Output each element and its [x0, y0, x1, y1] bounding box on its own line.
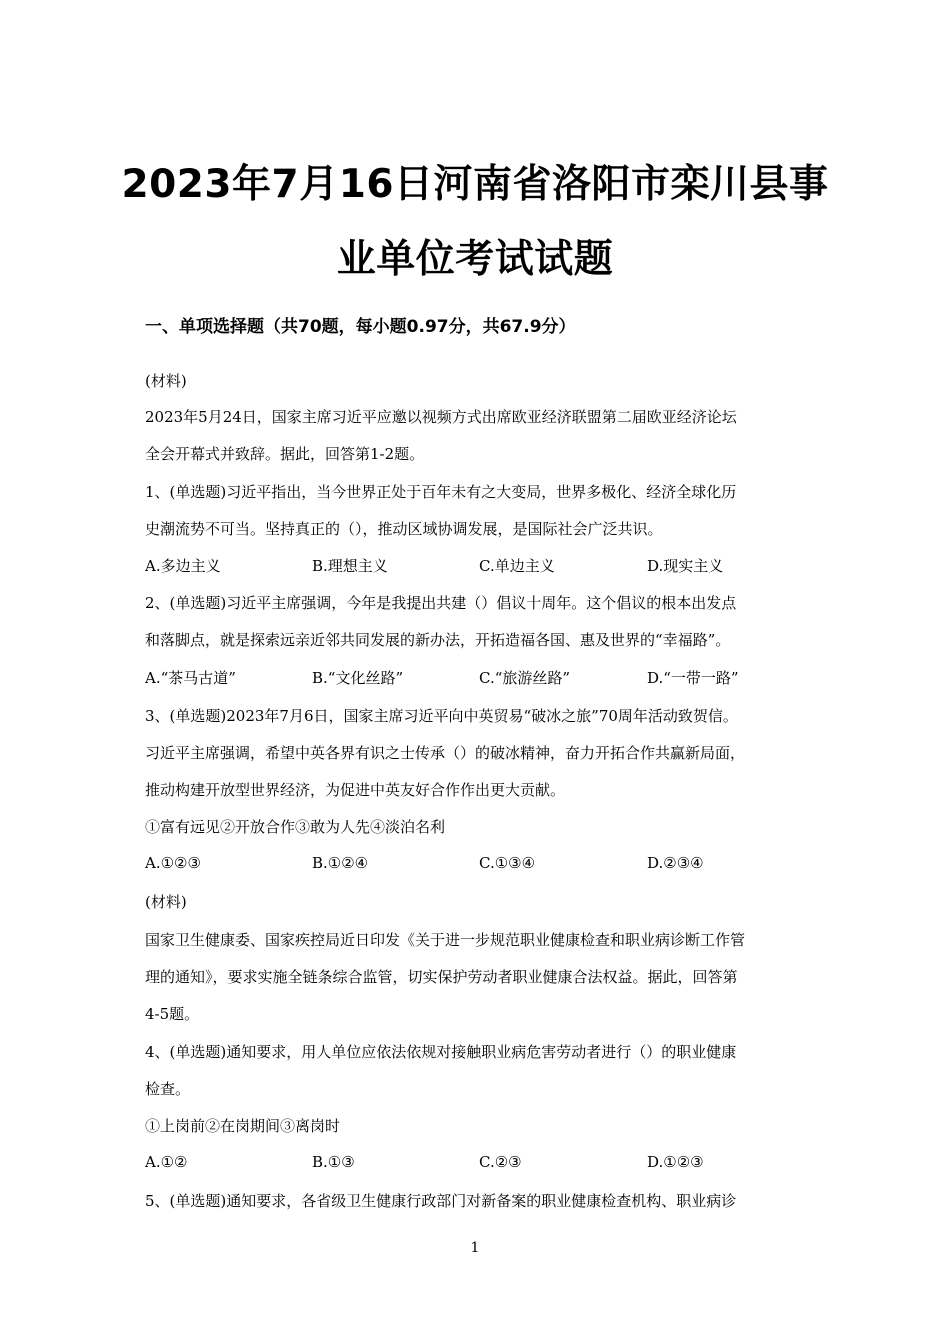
option-a: A.①② [145, 1153, 188, 1171]
section-heading: 一、单项选择题（共70题，每小题0.97分，共67.9分） [145, 317, 576, 337]
question-2-options [145, 667, 845, 687]
question-3-items: ①富有远见②开放合作③敢为人先④淡泊名利 [145, 818, 446, 836]
question-3-text: 推动构建开放型世界经济，为促进中英友好合作作出更大贡献。 [145, 781, 566, 799]
option-d: D.①②③ [647, 1153, 704, 1171]
option-c: C.单边主义 [479, 557, 555, 575]
question-1-options [145, 555, 845, 575]
question-1-text: 史潮流势不可当。坚持真正的（），推动区域协调发展，是国际社会广泛共识。 [145, 520, 663, 538]
option-d: D.“一带一路” [647, 669, 739, 687]
option-a: A.“茶马古道” [145, 669, 236, 687]
question-3-text: 习近平主席强调，希望中英各界有识之士传承（）的破冰精神，奋力开拓合作共赢新局面， [145, 744, 746, 762]
question-4-text: 检查。 [145, 1080, 191, 1098]
question-2-text: 2、(单选题)习近平主席强调，今年是我提出共建（）倡议十周年。这个倡议的根本出发点 [145, 594, 737, 612]
page-number: 1 [470, 1240, 480, 1256]
option-d: D.现实主义 [647, 557, 724, 575]
document-title-line-2: 业单位考试试题 [336, 237, 614, 282]
question-1-text: 1、(单选题)习近平指出，当今世界正处于百年未有之大变局，世界多极化、经济全球化历 [145, 483, 737, 501]
question-2-text: 和落脚点，就是探索远亲近邻共同发展的新办法，开拓造福各国、惠及世界的“幸福路”。 [145, 631, 731, 649]
option-d: D.②③④ [647, 854, 704, 872]
question-4-items: ①上岗前②在岗期间③离岗时 [145, 1117, 341, 1135]
option-a: A.多边主义 [145, 557, 221, 575]
option-a: A.①②③ [145, 854, 201, 872]
option-c: C.②③ [479, 1153, 522, 1171]
material-text: 理的通知》，要求实施全链条综合监管，切实保护劳动者职业健康合法权益。据此，回答第 [145, 968, 738, 986]
option-b: B.理想主义 [312, 557, 388, 575]
material-label: (材料) [145, 893, 187, 911]
material-label: (材料) [145, 372, 187, 390]
question-4-options [145, 1153, 845, 1173]
material-text: 全会开幕式并致辞。据此，回答第1-2题。 [145, 445, 425, 463]
material-text: 4-5题。 [145, 1005, 200, 1023]
option-b: B.①②④ [312, 854, 369, 872]
material-text: 国家卫生健康委、国家疾控局近日印发《关于进一步规范职业健康检查和职业病诊断工作管 [145, 931, 746, 949]
material-text: 2023年5月24日，国家主席习近平应邀以视频方式出席欧亚经济联盟第二届欧亚经济论坛 [145, 408, 737, 426]
question-4-text: 4、(单选题)通知要求，用人单位应依法依规对接触职业病危害劳动者进行（）的职业健康 [145, 1043, 737, 1061]
option-c: C.①③④ [479, 854, 536, 872]
question-3-text: 3、(单选题)2023年7月6日，国家主席习近平向中英贸易“破冰之旅”70周年活动致贺信。 [145, 707, 738, 725]
question-3-options [145, 854, 845, 874]
document-title-line-1: 2023年7月16日河南省洛阳市栾川县事 [121, 162, 829, 207]
option-b: B.“文化丝路” [312, 669, 404, 687]
option-b: B.①③ [312, 1153, 355, 1171]
question-5-text: 5、(单选题)通知要求，各省级卫生健康行政部门对新备案的职业健康检查机构、职业病诊 [145, 1192, 737, 1210]
option-c: C.“旅游丝路” [479, 669, 571, 687]
